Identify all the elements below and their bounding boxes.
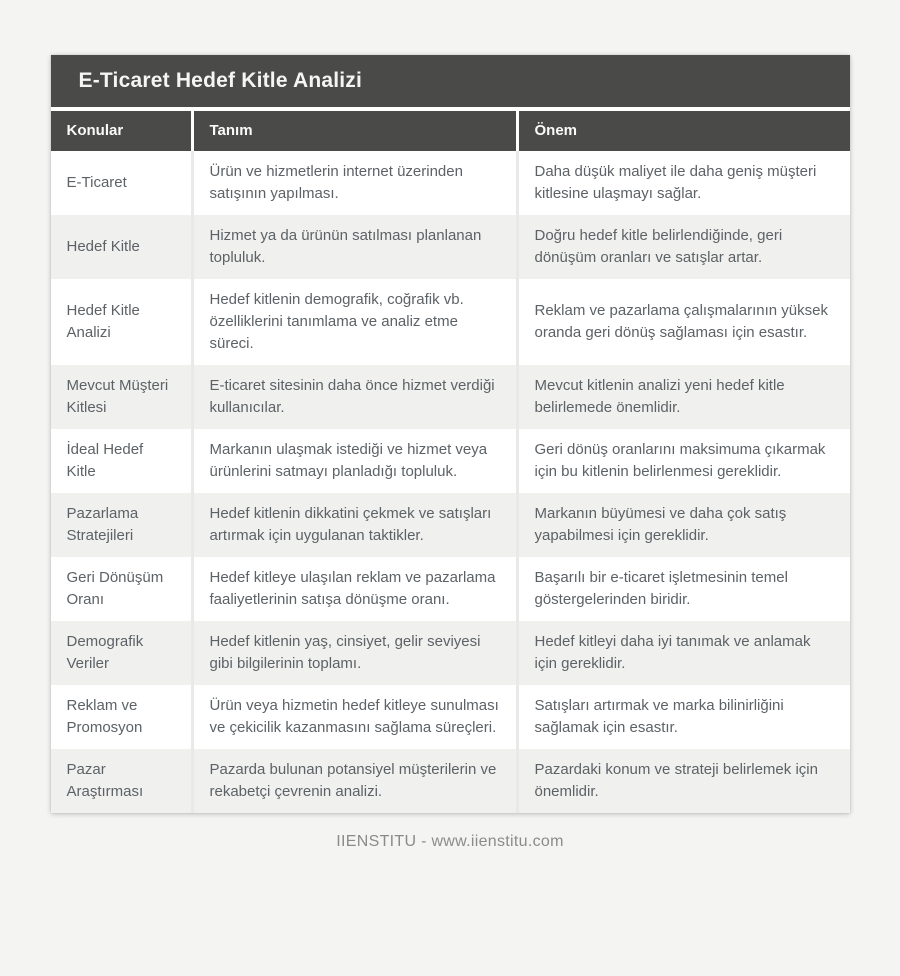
cell-onem: Hedef kitleyi daha iyi tanımak ve anlamak için gereklidir. bbox=[516, 621, 850, 685]
cell-onem: Mevcut kitlenin analizi yeni hedef kitle belirlemede önemlidir. bbox=[516, 365, 850, 429]
table-row bbox=[51, 151, 850, 215]
table-header-row bbox=[51, 111, 850, 151]
cell-onem: Daha düşük maliyet ile daha geniş müşteri kitlesine ulaşmayı sağlar. bbox=[516, 151, 850, 215]
footer-credit: IIENSTITU - www.iienstitu.com bbox=[336, 833, 564, 850]
cell-konu: Pazar Araştırması bbox=[51, 749, 191, 813]
cell-konu: Mevcut Müşteri Kitlesi bbox=[51, 365, 191, 429]
table-row bbox=[51, 621, 850, 685]
cell-konu: Pazarlama Stratejileri bbox=[51, 493, 191, 557]
cell-onem: Pazardaki konum ve strateji belirlemek için önemlidir. bbox=[516, 749, 850, 813]
cell-tanim: Hizmet ya da ürünün satılması planlanan topluluk. bbox=[191, 215, 516, 279]
cell-konu: Reklam ve Promosyon bbox=[51, 685, 191, 749]
table-row bbox=[51, 493, 850, 557]
page-title: E-Ticaret Hedef Kitle Analizi bbox=[51, 55, 850, 111]
cell-tanim: Ürün veya hizmetin hedef kitleye sunulması ve çekicilik kazanmasını sağlama süreçleri. bbox=[191, 685, 516, 749]
column-header-onem: Önem bbox=[516, 111, 850, 151]
table-row bbox=[51, 685, 850, 749]
analysis-card bbox=[51, 55, 850, 813]
data-table bbox=[51, 111, 850, 813]
table-row bbox=[51, 557, 850, 621]
column-header-tanim: Tanım bbox=[191, 111, 516, 151]
cell-onem: Geri dönüş oranlarını maksimuma çıkarmak için bu kitlenin belirlenmesi gereklidir. bbox=[516, 429, 850, 493]
column-header-konular: Konular bbox=[51, 111, 191, 151]
cell-konu: Hedef Kitle bbox=[51, 215, 191, 279]
cell-tanim: Hedef kitleye ulaşılan reklam ve pazarlama faaliyetlerinin satışa dönüşme oranı. bbox=[191, 557, 516, 621]
table-row bbox=[51, 215, 850, 279]
cell-konu: Demografik Veriler bbox=[51, 621, 191, 685]
cell-tanim: Hedef kitlenin dikkatini çekmek ve satışları artırmak için uygulanan taktikler. bbox=[191, 493, 516, 557]
cell-onem: Markanın büyümesi ve daha çok satış yapabilmesi için gereklidir. bbox=[516, 493, 850, 557]
cell-konu: Geri Dönüşüm Oranı bbox=[51, 557, 191, 621]
cell-konu: E-Ticaret bbox=[51, 151, 191, 215]
cell-tanim: Markanın ulaşmak istediği ve hizmet veya ürünlerini satmayı planladığı topluluk. bbox=[191, 429, 516, 493]
cell-tanim: Pazarda bulunan potansiyel müşterilerin ve rekabetçi çevrenin analizi. bbox=[191, 749, 516, 813]
table-row bbox=[51, 279, 850, 365]
cell-onem: Reklam ve pazarlama çalışmalarının yüksek oranda geri dönüş sağlaması için esastır. bbox=[516, 279, 850, 365]
cell-tanim: Hedef kitlenin demografik, coğrafik vb. özelliklerini tanımlama ve analiz etme süreci. bbox=[191, 279, 516, 365]
cell-onem: Doğru hedef kitle belirlendiğinde, geri dönüşüm oranları ve satışlar artar. bbox=[516, 215, 850, 279]
cell-konu: İdeal Hedef Kitle bbox=[51, 429, 191, 493]
table-row bbox=[51, 429, 850, 493]
table-row bbox=[51, 365, 850, 429]
cell-onem: Başarılı bir e-ticaret işletmesinin temel göstergelerinden biridir. bbox=[516, 557, 850, 621]
cell-tanim: Ürün ve hizmetlerin internet üzerinden satışının yapılması. bbox=[191, 151, 516, 215]
cell-konu: Hedef Kitle Analizi bbox=[51, 279, 191, 365]
cell-tanim: E-ticaret sitesinin daha önce hizmet verdiği kullanıcılar. bbox=[191, 365, 516, 429]
table-row bbox=[51, 749, 850, 813]
cell-tanim: Hedef kitlenin yaş, cinsiyet, gelir seviyesi gibi bilgilerinin toplamı. bbox=[191, 621, 516, 685]
cell-onem: Satışları artırmak ve marka bilinirliğini sağlamak için esastır. bbox=[516, 685, 850, 749]
